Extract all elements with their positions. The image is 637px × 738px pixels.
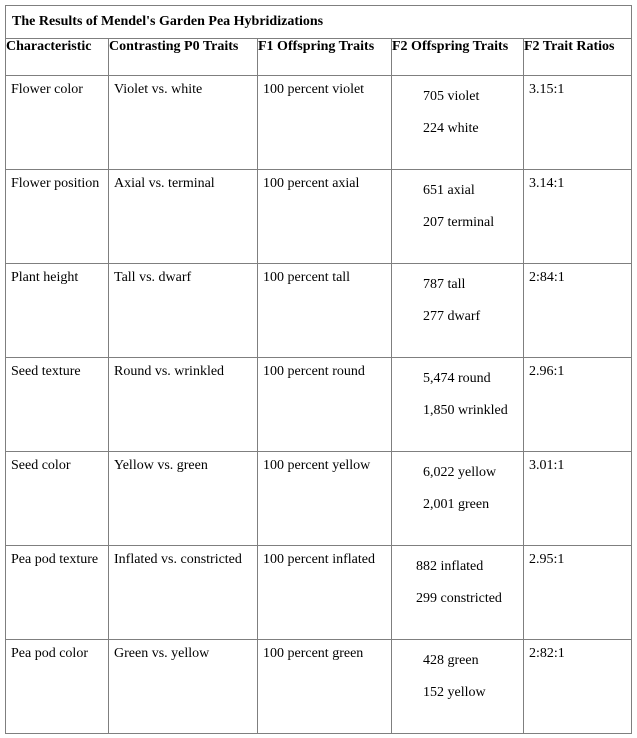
f2-recessive-count: 207 terminal xyxy=(423,215,495,230)
table-row xyxy=(6,358,632,452)
p0-cell xyxy=(109,452,258,546)
header-f2-ratios: F2 Trait Ratios xyxy=(524,39,632,76)
p0-cell xyxy=(109,264,258,358)
characteristic-text: Seed texture xyxy=(11,364,81,379)
f1-text: 100 percent inflated xyxy=(263,552,375,567)
header-p0-traits: Contrasting P0 Traits xyxy=(109,39,258,76)
characteristic-text: Pea pod texture xyxy=(11,552,99,567)
table-row xyxy=(6,76,632,170)
f1-cell xyxy=(258,170,392,264)
table-title: The Results of Mendel's Garden Pea Hybridizations xyxy=(6,6,632,39)
table-row xyxy=(6,452,632,546)
f1-text: 100 percent tall xyxy=(263,270,351,285)
table-row xyxy=(6,640,632,734)
p0-cell xyxy=(109,170,258,264)
ratio-cell xyxy=(524,264,632,358)
p0-cell xyxy=(109,76,258,170)
ratio-cell xyxy=(524,76,632,170)
ratio-cell xyxy=(524,546,632,640)
characteristic-cell xyxy=(6,76,109,170)
f2-recessive-count: 299 constricted xyxy=(416,591,502,606)
f1-text: 100 percent yellow xyxy=(263,458,371,473)
f2-recessive-count: 1,850 wrinkled xyxy=(423,403,508,418)
p0-cell xyxy=(109,546,258,640)
f2-cell xyxy=(392,452,524,546)
table-row xyxy=(6,170,632,264)
characteristic-cell xyxy=(6,170,109,264)
ratio-cell xyxy=(524,358,632,452)
f2-cell xyxy=(392,640,524,734)
p0-text: Tall vs. dwarf xyxy=(114,270,192,285)
f1-cell xyxy=(258,358,392,452)
characteristic-cell xyxy=(6,264,109,358)
characteristic-text: Pea pod color xyxy=(11,646,88,661)
table-row xyxy=(6,546,632,640)
ratio-text: 2:84:1 xyxy=(529,270,565,285)
header-f2-traits: F2 Offspring Traits xyxy=(392,39,524,76)
p0-text: Violet vs. white xyxy=(114,82,203,97)
f1-text: 100 percent green xyxy=(263,646,364,661)
p0-cell xyxy=(109,358,258,452)
ratio-cell xyxy=(524,640,632,734)
characteristic-cell xyxy=(6,546,109,640)
table-row xyxy=(6,264,632,358)
f2-dominant-count: 787 tall xyxy=(423,277,466,292)
mendel-results-table xyxy=(5,5,632,734)
characteristic-text: Plant height xyxy=(11,270,79,285)
f2-cell xyxy=(392,264,524,358)
characteristic-cell xyxy=(6,358,109,452)
p0-text: Inflated vs. constricted xyxy=(114,552,242,567)
f1-cell xyxy=(258,264,392,358)
f1-cell xyxy=(258,452,392,546)
f2-dominant-count: 651 axial xyxy=(423,183,475,198)
p0-cell xyxy=(109,640,258,734)
f2-dominant-count: 428 green xyxy=(423,653,479,668)
ratio-text: 3.15:1 xyxy=(529,82,565,97)
f2-recessive-count: 152 yellow xyxy=(423,685,486,700)
f2-recessive-count: 2,001 green xyxy=(423,497,490,512)
caption-row xyxy=(6,6,632,39)
f2-dominant-count: 6,022 yellow xyxy=(423,465,497,480)
ratio-text: 3.01:1 xyxy=(529,458,565,473)
f2-recessive-count: 224 white xyxy=(423,121,479,136)
f2-recessive-count: 277 dwarf xyxy=(423,309,481,324)
header-row xyxy=(6,39,632,76)
characteristic-cell xyxy=(6,640,109,734)
characteristic-text: Seed color xyxy=(11,458,71,473)
f2-dominant-count: 705 violet xyxy=(423,89,480,104)
characteristic-cell xyxy=(6,452,109,546)
characteristic-text: Flower position xyxy=(11,176,100,191)
f2-cell xyxy=(392,358,524,452)
header-f1-traits: F1 Offspring Traits xyxy=(258,39,392,76)
f2-dominant-count: 5,474 round xyxy=(423,371,491,386)
f2-dominant-count: 882 inflated xyxy=(416,559,484,574)
characteristic-text: Flower color xyxy=(11,82,83,97)
ratio-cell xyxy=(524,170,632,264)
f2-cell xyxy=(392,170,524,264)
f1-text: 100 percent round xyxy=(263,364,365,379)
f1-cell xyxy=(258,76,392,170)
header-characteristic: Characteristic xyxy=(6,39,109,76)
f1-text: 100 percent violet xyxy=(263,82,365,97)
ratio-text: 2:82:1 xyxy=(529,646,565,661)
ratio-text: 3.14:1 xyxy=(529,176,565,191)
f2-cell xyxy=(392,76,524,170)
f1-cell xyxy=(258,546,392,640)
ratio-text: 2.95:1 xyxy=(529,552,565,567)
ratio-text: 2.96:1 xyxy=(529,364,565,379)
p0-text: Green vs. yellow xyxy=(114,646,210,661)
p0-text: Axial vs. terminal xyxy=(114,176,215,191)
p0-text: Round vs. wrinkled xyxy=(114,364,225,379)
ratio-cell xyxy=(524,452,632,546)
f2-cell xyxy=(392,546,524,640)
p0-text: Yellow vs. green xyxy=(114,458,208,473)
f1-cell xyxy=(258,640,392,734)
f1-text: 100 percent axial xyxy=(263,176,360,191)
